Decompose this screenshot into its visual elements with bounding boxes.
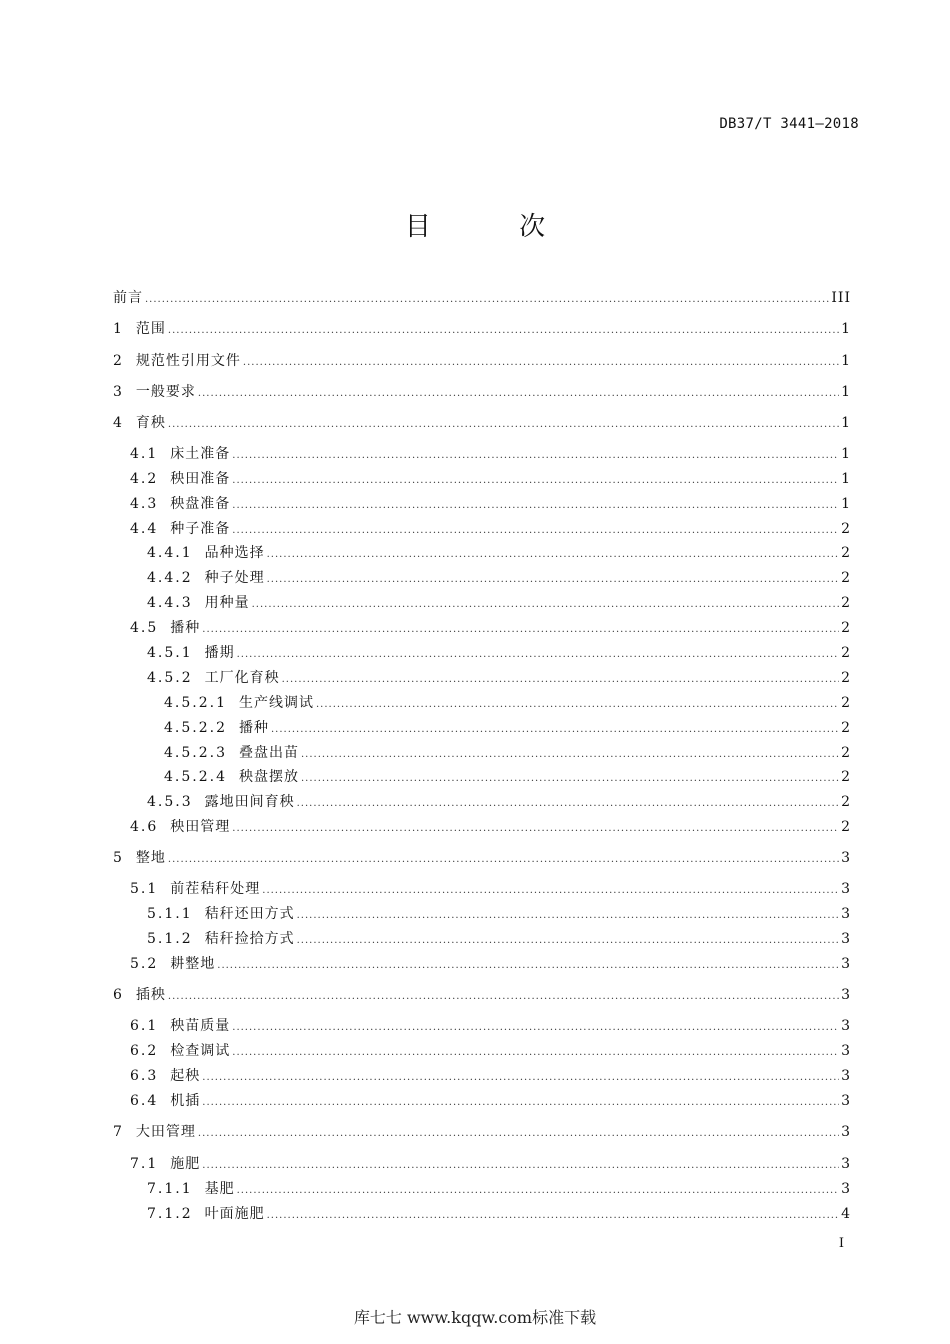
toc-dot-leader bbox=[202, 618, 839, 638]
toc-entry-number: 5.1 bbox=[130, 881, 159, 897]
toc-entry-label: 生产线调试 bbox=[238, 695, 314, 711]
toc-entry-number: 4.6 bbox=[130, 819, 159, 835]
toc-entry-number: 7.1 bbox=[130, 1156, 159, 1172]
toc-entry[interactable] bbox=[147, 543, 851, 563]
toc-dot-leader bbox=[168, 413, 839, 433]
toc-dot-leader bbox=[267, 543, 839, 563]
toc-entry-number: 6.3 bbox=[130, 1068, 159, 1084]
toc-dot-leader bbox=[297, 792, 839, 812]
toc-entry-label: 检查调试 bbox=[170, 1043, 231, 1059]
toc-entry-page: 1 bbox=[841, 415, 851, 431]
page-number: I bbox=[838, 1236, 844, 1251]
toc-entry[interactable] bbox=[164, 743, 851, 763]
toc-entry-page: 2 bbox=[841, 620, 851, 636]
toc-entry-page: 2 bbox=[841, 595, 851, 611]
toc-dot-leader bbox=[271, 718, 839, 738]
toc-entry[interactable] bbox=[147, 929, 851, 949]
toc-entry-page: III bbox=[831, 290, 851, 306]
toc-entry[interactable] bbox=[113, 848, 851, 868]
toc-entry[interactable] bbox=[113, 319, 851, 339]
toc-entry-label: 大田管理 bbox=[135, 1124, 196, 1140]
toc-entry[interactable] bbox=[164, 767, 851, 787]
toc-entry-label: 范围 bbox=[135, 321, 166, 337]
toc-entry-page: 2 bbox=[841, 794, 851, 810]
toc-entry[interactable] bbox=[130, 519, 851, 539]
toc-dot-leader bbox=[237, 643, 839, 663]
toc-entry-page: 2 bbox=[841, 670, 851, 686]
toc-entry-label: 秧田准备 bbox=[170, 471, 231, 487]
toc-dot-leader bbox=[168, 985, 839, 1005]
toc-entry-label: 耕整地 bbox=[170, 956, 216, 972]
toc-entry-label: 基肥 bbox=[204, 1181, 235, 1197]
toc-entry-label: 规范性引用文件 bbox=[135, 353, 241, 369]
toc-entry[interactable] bbox=[130, 469, 851, 489]
toc-entry-page: 3 bbox=[841, 987, 851, 1003]
toc-dot-leader bbox=[145, 288, 829, 308]
toc-entry-label: 播种 bbox=[238, 720, 269, 736]
toc-dot-leader bbox=[202, 1154, 839, 1174]
toc-entry[interactable] bbox=[130, 1154, 851, 1174]
toc-entry-page: 3 bbox=[841, 1124, 851, 1140]
toc-entry-page: 1 bbox=[841, 353, 851, 369]
toc-entry-number: 4.4.2 bbox=[147, 570, 193, 586]
toc-entry-page: 1 bbox=[841, 496, 851, 512]
toc-entry-label: 插秧 bbox=[135, 987, 166, 1003]
toc-entry-number: 4.1 bbox=[130, 446, 159, 462]
toc-entry-label: 种子准备 bbox=[170, 521, 231, 537]
document-code: DB37/T 3441—2018 bbox=[719, 116, 859, 132]
toc-entry-page: 2 bbox=[841, 695, 851, 711]
toc-dot-leader bbox=[198, 382, 839, 402]
toc-entry-label: 秸秆还田方式 bbox=[204, 906, 295, 922]
toc-entry-page: 1 bbox=[841, 446, 851, 462]
toc-entry[interactable] bbox=[113, 351, 851, 371]
toc-entry-number: 6.1 bbox=[130, 1018, 159, 1034]
toc-dot-leader bbox=[232, 469, 839, 489]
toc-entry-number: 4.4.1 bbox=[147, 545, 193, 561]
toc-dot-leader bbox=[232, 444, 839, 464]
toc-entry-page: 3 bbox=[841, 1181, 851, 1197]
toc-entry[interactable] bbox=[164, 718, 851, 738]
toc-entry[interactable] bbox=[113, 382, 851, 402]
toc-entry-label: 起秧 bbox=[170, 1068, 201, 1084]
toc-entry-page: 3 bbox=[841, 881, 851, 897]
toc-dot-leader bbox=[217, 954, 839, 974]
toc-entry-number: 1 bbox=[113, 321, 124, 337]
toc-entry-number: 4.5.2.1 bbox=[164, 695, 227, 711]
toc-entry-number: 3 bbox=[113, 384, 124, 400]
toc-entry-page: 3 bbox=[841, 1043, 851, 1059]
toc-entry-label: 品种选择 bbox=[204, 545, 265, 561]
toc-entry-number: 4.5.2.4 bbox=[164, 769, 227, 785]
toc-dot-leader bbox=[168, 319, 839, 339]
toc-entry-page: 1 bbox=[841, 321, 851, 337]
toc-entry-number: 5.1.2 bbox=[147, 931, 193, 947]
toc-entry-label: 秧盘准备 bbox=[170, 496, 231, 512]
toc-entry[interactable] bbox=[147, 1204, 851, 1224]
toc-entry[interactable] bbox=[130, 817, 851, 837]
toc-entry-label: 前言 bbox=[113, 290, 143, 306]
toc-entry-number: 5.1.1 bbox=[147, 906, 193, 922]
toc-dot-leader bbox=[237, 1179, 839, 1199]
toc-dot-leader bbox=[243, 351, 839, 371]
toc-dot-leader bbox=[232, 519, 839, 539]
toc-entry[interactable] bbox=[130, 1016, 851, 1036]
toc-entry-label: 前茬秸秆处理 bbox=[170, 881, 261, 897]
toc-entry-number: 6.4 bbox=[130, 1093, 159, 1109]
toc-dot-leader bbox=[316, 693, 839, 713]
toc-entry[interactable] bbox=[130, 444, 851, 464]
toc-entry[interactable] bbox=[130, 879, 851, 899]
toc-entry-number: 4.5.2.3 bbox=[164, 745, 227, 761]
toc-entry-number: 4.2 bbox=[130, 471, 159, 487]
toc-entry-label: 一般要求 bbox=[135, 384, 196, 400]
toc-entry-label: 用种量 bbox=[204, 595, 250, 611]
toc-entry-label: 秧盘摆放 bbox=[238, 769, 299, 785]
toc-entry-number: 4.5.1 bbox=[147, 645, 193, 661]
toc-entry-number: 4.5.2.2 bbox=[164, 720, 227, 736]
toc-entry-label: 叠盘出苗 bbox=[238, 745, 299, 761]
toc-entry-label: 秸秆捡拾方式 bbox=[204, 931, 295, 947]
toc-dot-leader bbox=[198, 1122, 839, 1142]
toc-entry-label: 施肥 bbox=[170, 1156, 201, 1172]
toc-entry-page: 2 bbox=[841, 521, 851, 537]
toc-entry-number: 4.4 bbox=[130, 521, 159, 537]
toc-entry-number: 4.3 bbox=[130, 496, 159, 512]
toc-dot-leader bbox=[297, 929, 839, 949]
toc-entry[interactable] bbox=[147, 792, 851, 812]
toc-entry-label: 种子处理 bbox=[204, 570, 265, 586]
toc-entry-label: 秧田管理 bbox=[170, 819, 231, 835]
toc-entry[interactable] bbox=[113, 1122, 851, 1142]
toc-entry[interactable] bbox=[147, 668, 851, 688]
toc-entry[interactable] bbox=[147, 568, 851, 588]
toc-entry[interactable] bbox=[147, 1179, 851, 1199]
toc-entry[interactable] bbox=[147, 643, 851, 663]
toc-entry-number: 7.1.2 bbox=[147, 1206, 193, 1222]
toc-entry[interactable] bbox=[113, 413, 851, 433]
toc-entry[interactable] bbox=[113, 985, 851, 1005]
toc-dot-leader bbox=[301, 767, 839, 787]
toc-entry-page: 3 bbox=[841, 1018, 851, 1034]
toc-dot-leader bbox=[202, 1066, 839, 1086]
toc-entry[interactable] bbox=[130, 1091, 851, 1111]
toc-entry-page: 2 bbox=[841, 745, 851, 761]
toc-entry-label: 机插 bbox=[170, 1093, 201, 1109]
toc-entry-number: 6 bbox=[113, 987, 124, 1003]
toc-entry-label: 播期 bbox=[204, 645, 235, 661]
toc-entry-page: 1 bbox=[841, 384, 851, 400]
toc-entry-number: 5.2 bbox=[130, 956, 159, 972]
toc-entry-number: 4.5.2 bbox=[147, 670, 193, 686]
toc-entry-label: 叶面施肥 bbox=[204, 1206, 265, 1222]
page-title: 目 次 bbox=[404, 212, 586, 242]
toc-dot-leader bbox=[267, 1204, 839, 1224]
toc-dot-leader bbox=[168, 848, 839, 868]
toc-entry-page: 2 bbox=[841, 645, 851, 661]
toc-entry[interactable] bbox=[130, 1041, 851, 1061]
toc-entry[interactable] bbox=[147, 904, 851, 924]
toc-entry-number: 4.5 bbox=[130, 620, 159, 636]
toc-entry-page: 2 bbox=[841, 570, 851, 586]
toc-dot-leader bbox=[267, 568, 839, 588]
toc-entry-page: 3 bbox=[841, 906, 851, 922]
toc-entry-label: 露地田间育秧 bbox=[204, 794, 295, 810]
toc-dot-leader bbox=[252, 593, 839, 613]
toc-entry-number: 2 bbox=[113, 353, 124, 369]
toc-dot-leader bbox=[232, 494, 839, 514]
toc-entry-page: 2 bbox=[841, 769, 851, 785]
toc-entry-page: 3 bbox=[841, 1068, 851, 1084]
toc-entry-number: 4.4.3 bbox=[147, 595, 193, 611]
toc-entry-page: 3 bbox=[841, 931, 851, 947]
toc-entry[interactable] bbox=[164, 693, 851, 713]
toc-entry-number: 7.1.1 bbox=[147, 1181, 193, 1197]
toc-entry-number: 4.5.3 bbox=[147, 794, 193, 810]
toc-dot-leader bbox=[202, 1091, 839, 1111]
toc-entry-label: 秧苗质量 bbox=[170, 1018, 231, 1034]
toc-entry-number: 5 bbox=[113, 850, 124, 866]
toc-entry-label: 工厂化育秧 bbox=[204, 670, 280, 686]
toc-entry[interactable] bbox=[130, 618, 851, 638]
toc-entry[interactable] bbox=[130, 1066, 851, 1086]
toc-dot-leader bbox=[297, 904, 839, 924]
toc-entry-page: 1 bbox=[841, 471, 851, 487]
toc-entry-page: 3 bbox=[841, 1156, 851, 1172]
toc-entry[interactable] bbox=[113, 288, 851, 308]
toc-entry[interactable] bbox=[130, 954, 851, 974]
toc-entry[interactable] bbox=[147, 593, 851, 613]
toc-entry-page: 2 bbox=[841, 720, 851, 736]
toc-dot-leader bbox=[232, 817, 839, 837]
toc-entry-number: 4 bbox=[113, 415, 124, 431]
toc-entry-label: 整地 bbox=[135, 850, 166, 866]
watermark-text: 库七七 www.kqqw.com标准下载 bbox=[353, 1308, 597, 1327]
toc-entry-page: 3 bbox=[841, 956, 851, 972]
toc-dot-leader bbox=[282, 668, 839, 688]
toc-entry-number: 6.2 bbox=[130, 1043, 159, 1059]
toc-dot-leader bbox=[301, 743, 839, 763]
toc-entry-page: 3 bbox=[841, 1093, 851, 1109]
toc-entry[interactable] bbox=[130, 494, 851, 514]
toc-entry-page: 3 bbox=[841, 850, 851, 866]
toc-entry-label: 床土准备 bbox=[170, 446, 231, 462]
toc-entry-page: 2 bbox=[841, 545, 851, 561]
toc-entry-page: 4 bbox=[841, 1206, 851, 1222]
toc-entry-label: 播种 bbox=[170, 620, 201, 636]
toc-entry-label: 育秧 bbox=[135, 415, 166, 431]
toc-dot-leader bbox=[232, 1016, 839, 1036]
toc-entry-number: 7 bbox=[113, 1124, 124, 1140]
toc-dot-leader bbox=[232, 1041, 839, 1061]
toc-dot-leader bbox=[262, 879, 839, 899]
toc-entry-page: 2 bbox=[841, 819, 851, 835]
